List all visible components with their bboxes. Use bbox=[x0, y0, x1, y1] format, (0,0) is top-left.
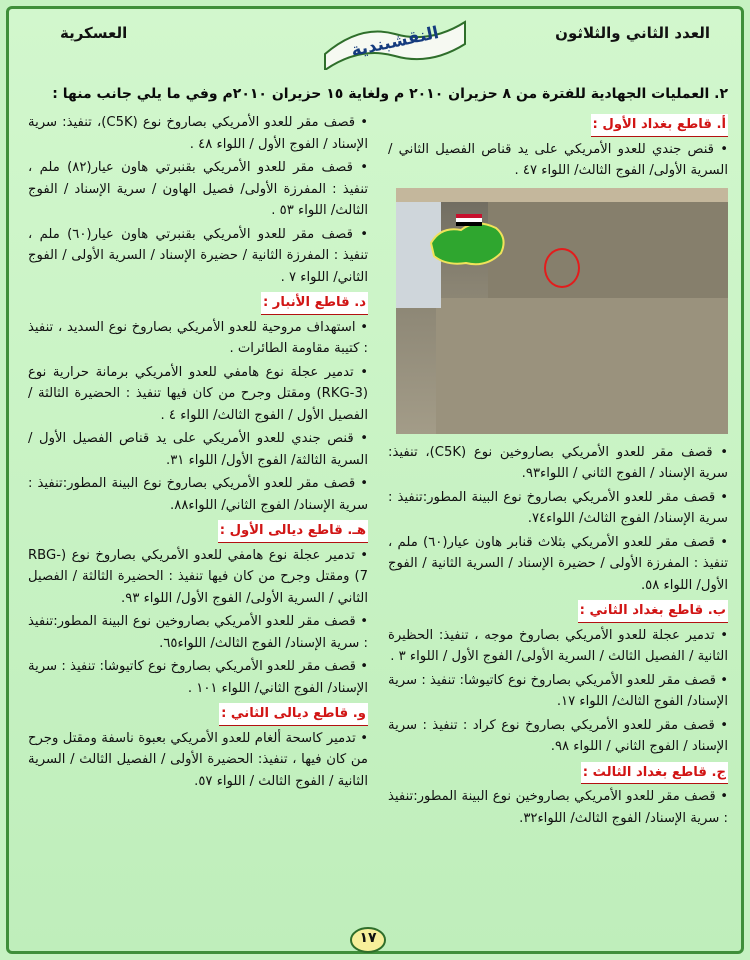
list-item: • قنص جندي للعدو الأمريكي على يد قناص الفصيل الثاني / السرية الأولى/ الفوج الثالث/ اللواء ٤٧ . bbox=[388, 141, 728, 178]
list-item: • قنص جندي للعدو الأمريكي على يد قناص الفصيل الأول / السرية الثالثة/ الفوج الأول/ اللواء ٣١. bbox=[28, 431, 368, 468]
photo-roof bbox=[396, 188, 728, 202]
arab-map-emblem-icon bbox=[426, 208, 511, 278]
page-number: ١٧ bbox=[359, 930, 377, 946]
list-item: • قصف مقر للعدو الأمريكي بقنبرتي هاون عيار(٦٠) ملم ، تنفيذ : المفرزة الثانية / حضيرة الإسناد / السرية الأولى / الفوج الثاني/ اللواء ٧ . bbox=[28, 226, 368, 285]
sector-heading: و. قاطع ديالى الثاني : bbox=[219, 703, 368, 726]
right-column bbox=[388, 112, 728, 831]
issue-label: العدد الثاني والثلاثون bbox=[555, 24, 710, 42]
list-item: • تدمير عجلة نوع هامفي للعدو الأمريكي برمانة حرارية نوع (RKG-3) ومقتل وجرح من كان فيها تنفيذ : الحضيرة الثالثة / الفصيل الأول / الفوج الثالث/ اللواء ٤ . bbox=[28, 364, 368, 423]
sniper-photo bbox=[396, 188, 728, 434]
left-column bbox=[28, 112, 368, 794]
list-item: • قصف مقر للعدو الأمريكي بصاروخ نوع كاتيوشا: تنفيذ : سرية الإسناد/ الفوج الثالث/ اللواء ١٧. bbox=[388, 672, 728, 709]
list-item: • قصف مقر للعدو الأمريكي بصاروخ نوع كاتيوشا: تنفيذ : سرية الإسناد/ الفوج الثاني/ اللواء ١٠١ . bbox=[28, 659, 368, 696]
sector-heading: ج. قاطع بغداد الثالث : bbox=[581, 762, 728, 785]
sector-heading: أ. قاطع بغداد الأول : bbox=[591, 114, 728, 137]
sector-heading: د. قاطع الأنبار : bbox=[261, 292, 368, 315]
list-item: • تدمير عجلة نوع هامفي للعدو الأمريكي بصاروخ نوع (RBG-7) ومقتل وجرح من كان فيها تنفيذ : الحضيرة الثالثة / الفصيل الثاني / السرية الأولى/ الفوج الأول/ اللواء ٩٣. bbox=[28, 547, 368, 606]
list-item: • قصف مقر للعدو الأمريكي بقنبرتي هاون عيار(٨٢) ملم ، تنفيذ : المفرزة الأولى/ فصيل الهاون / سرية الإسناد / الفوج الثالث/ اللواء ٥٣ . bbox=[28, 160, 368, 218]
page-header bbox=[0, 0, 750, 80]
list-item: • قصف مقر للعدو الأمريكي بصاروخ نوع البينة المطور:تنفيذ : سرية الإسناد/ الفوج الثاني/ اللواء٨٨. bbox=[28, 476, 368, 513]
section-label: العسكرية bbox=[60, 24, 128, 42]
sector-heading: هـ. قاطع ديالى الأول : bbox=[218, 520, 368, 543]
list-item: • تدمير عجلة للعدو الأمريكي بصاروخ موجه ، تنفيذ: الحظيرة الثانية / الفصيل الثالث / السرية الأولى/ الفوج الأول / اللواء ٣ . bbox=[388, 627, 728, 664]
list-item: • قصف مقر للعدو الأمريكي بصاروخين نوع البينة المطور:تنفيذ : سرية الإسناد/ الفوج الثالث/ اللواء٣٢. bbox=[388, 789, 728, 826]
list-item: • قصف مقر للعدو الأمريكي بصاروخ نوع البينة المطور:تنفيذ : سرية الإسناد/ الفوج الثالث/ اللواء٧٤. bbox=[388, 489, 728, 526]
intro-heading: ٢. العمليات الجهادية للفترة من ٨ حزيران ٢٠١٠ م ولغاية ١٥ حزيران ٢٠١٠م وفي ما يلي جانب منها : bbox=[52, 86, 728, 102]
list-item: • تدمير كاسحة ألغام للعدو الأمريكي بعبوة ناسفة ومقتل وجرح من كان فيها ، تنفيذ: الحضيرة الأولى / الفصيل الثالث / السرية الثانية / الفوج الثالث / اللواء ٥٧. bbox=[28, 730, 368, 789]
photo-wall bbox=[436, 298, 728, 434]
magazine-title: النقشبندية bbox=[349, 22, 441, 62]
list-item: • قصف مقر للعدو الأمريكي بصاروخ نوع (C5K)، تنفيذ: سرية الإسناد / الفوج الأول / اللواء ٤٨ . bbox=[28, 115, 368, 152]
sector-heading: ب. قاطع بغداد الثاني : bbox=[578, 600, 728, 623]
list-item: • قصف مقر للعدو الأمريكي بصاروخين نوع البينة المطور:تنفيذ : سرية الإسناد/ الفوج الثالث/ اللواء٦٥. bbox=[28, 614, 368, 651]
list-item: • قصف مقر للعدو الأمريكي بصاروخين نوع (C5K)، تنفيذ: سرية الإسناد / الفوج الثاني / اللواء٩٣. bbox=[388, 444, 728, 481]
target-marker bbox=[544, 248, 580, 288]
list-item: • قصف مقر للعدو الأمريكي بصاروخ نوع كراد : تنفيذ : سرية الإسناد / الفوج الثاني / اللواء ٩٨. bbox=[388, 717, 728, 754]
photo-wall bbox=[488, 188, 728, 298]
list-item: • استهداف مروحية للعدو الأمريكي بصاروخ نوع السديد ، تنفيذ : كتيبة مقاومة الطائرات . bbox=[28, 319, 368, 356]
list-item: • قصف مقر للعدو الأمريكي بثلاث قنابر هاون عيار(٦٠) ملم ، تنفيذ : المفرزة الأولى / حضيرة الإسناد / السرية الثانية / الفوج الأول/ اللواء ٥٨. bbox=[388, 534, 728, 593]
